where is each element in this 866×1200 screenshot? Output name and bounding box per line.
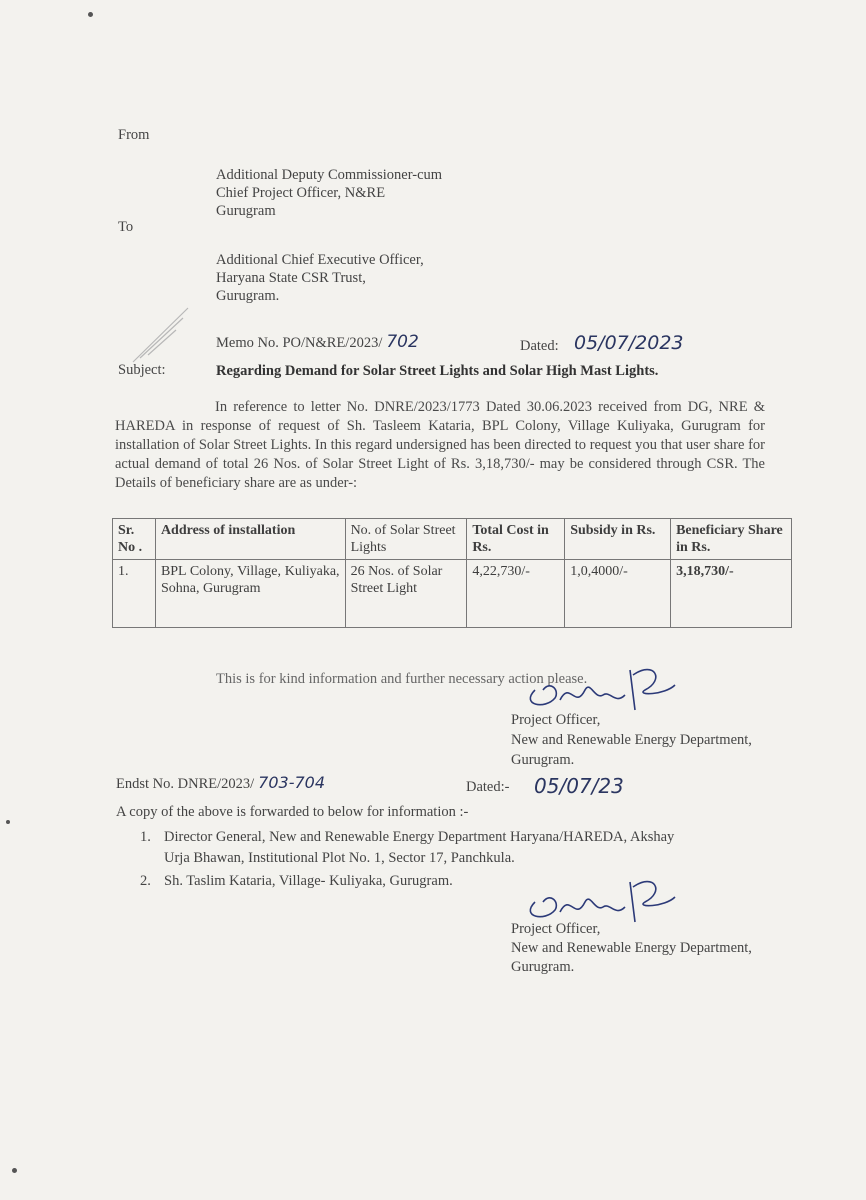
endst-number: 703-704 <box>258 773 326 792</box>
cell-sr-no: 1. <box>113 560 156 628</box>
to-label: To <box>118 219 134 235</box>
header-total-cost: Total Cost in Rs. <box>467 519 565 560</box>
endst-prefix: Endst No. DNRE/2023/ <box>116 776 255 792</box>
table-row <box>113 560 792 628</box>
header-no-of-lights: No. of Solar Street Lights <box>345 519 467 560</box>
scan-dot <box>12 1168 17 1173</box>
cell-no-of-lights: 26 Nos. of Solar Street Light <box>345 560 467 628</box>
cell-beneficiary-share: 3,18,730/- <box>671 560 792 628</box>
endst-line <box>116 774 325 793</box>
sig1-line: New and Renewable Energy Department, <box>511 732 752 748</box>
copy-item-num: 1. <box>140 829 151 845</box>
copy-item-line: Sh. Taslim Kataria, Village- Kuliyaka, Gurugram. <box>164 873 453 889</box>
subject-label: Subject: <box>118 362 166 378</box>
memo-dated-label: Dated: <box>520 338 559 354</box>
header-sr-no: Sr. No . <box>113 519 156 560</box>
cell-address: BPL Colony, Village, Kuliyaka, Sohna, Gurugram <box>155 560 345 628</box>
scribble-mark <box>128 300 198 370</box>
copy-item-num: 2. <box>140 873 151 889</box>
beneficiary-table <box>112 518 792 628</box>
sig2-line: New and Renewable Energy Department, <box>511 940 752 956</box>
endst-dated-label: Dated:- <box>466 779 510 795</box>
to-line: Haryana State CSR Trust, <box>216 270 366 286</box>
from-line: Gurugram <box>216 203 276 219</box>
cell-subsidy: 1,0,4000/- <box>565 560 671 628</box>
to-line: Additional Chief Executive Officer, <box>216 252 424 268</box>
from-label: From <box>118 127 150 143</box>
header-address: Address of installation <box>155 519 345 560</box>
body-paragraph <box>115 398 765 493</box>
closing-text: This is for kind information and further necessary action please. <box>216 671 588 687</box>
memo-date: 05/07/2023 <box>574 332 684 354</box>
to-line: Gurugram. <box>216 288 280 304</box>
copy-item-line: Director General, New and Renewable Energy Department Haryana/HAREDA, Akshay <box>164 829 675 845</box>
sig2-line: Gurugram. <box>511 959 575 975</box>
scan-dot <box>6 820 10 824</box>
from-line: Additional Deputy Commissioner-cum <box>216 167 443 183</box>
memo-number: 702 <box>386 332 419 352</box>
sig1-line: Gurugram. <box>511 752 575 768</box>
endst-date: 05/07/23 <box>534 774 624 798</box>
from-line: Chief Project Officer, N&RE <box>216 185 386 201</box>
cell-total-cost: 4,22,730/- <box>467 560 565 628</box>
sig2-line: Project Officer, <box>511 921 601 937</box>
body-text: In reference to letter No. DNRE/2023/1773 Dated 30.06.2023 received from DG, NRE & HAREDA in response of request of Sh. Tasleem Kataria, BPL Colony, Village Kuliyaka, Gurugram for installation of Solar Street Lights. In this regard undersigned has been directed to request you that user share for actual demand of total 26 Nos. of Solar Street Light of Rs. 3,18,730/- may be considered through CSR. The Details of beneficiary share are as under-: <box>115 399 765 491</box>
header-beneficiary-share: Beneficiary Share in Rs. <box>671 519 792 560</box>
table-header-row <box>113 519 792 560</box>
header-subsidy: Subsidy in Rs. <box>565 519 671 560</box>
sig1-line: Project Officer, <box>511 712 601 728</box>
memo-line <box>216 333 419 352</box>
copy-intro: A copy of the above is forwarded to below for information :- <box>116 804 469 820</box>
copy-item-line: Urja Bhawan, Institutional Plot No. 1, Sector 17, Panchkula. <box>164 850 515 866</box>
memo-prefix: Memo No. PO/N&RE/2023/ <box>216 335 383 351</box>
scan-dot <box>88 12 93 17</box>
subject-text: Regarding Demand for Solar Street Lights and Solar High Mast Lights. <box>216 363 659 379</box>
